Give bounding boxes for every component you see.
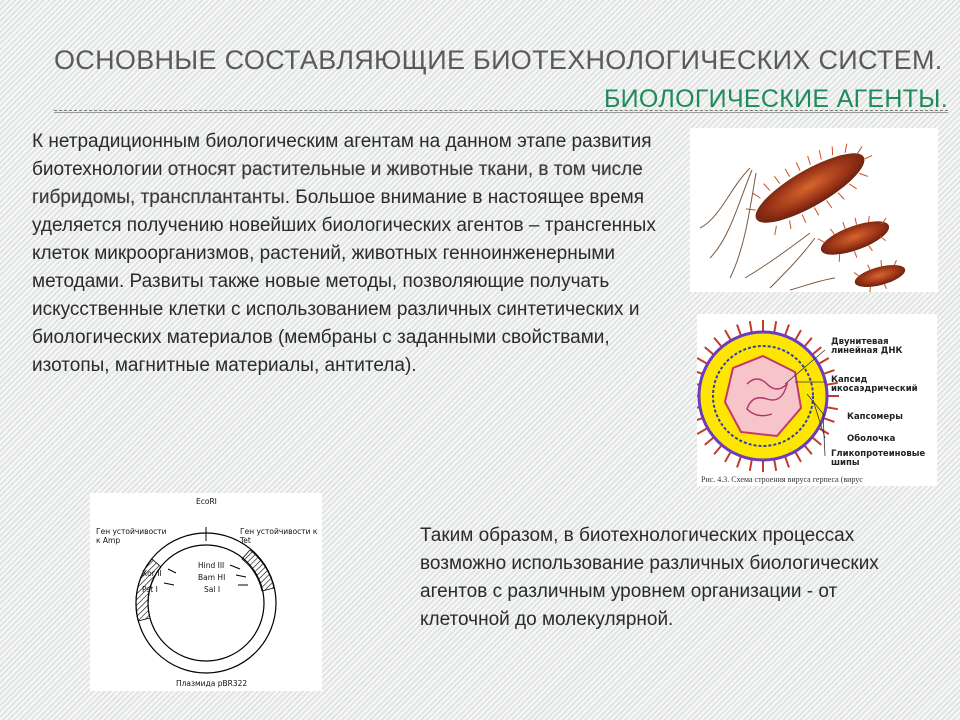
bacteria-image xyxy=(690,128,938,292)
paragraph-text-2: . Большое внимание в настоящее время уделяется получению новейших биологических агентов – трансгенных клеток микроорганизмов, растений, животных генноинженерными методами. Развиты также новые методы, позволяющие получать искусственные клетки с использованием различных синтетических и биологических материалов (мембраны с заданными свойствами, изотопы, магнитные материалы, антитела). xyxy=(32,187,656,376)
virus-label-spikes: Гликопротеиновые шипы xyxy=(831,449,926,468)
plasmid-label-hind: Hind III xyxy=(198,561,225,570)
plasmid-label-pst: Pst I xyxy=(142,585,158,594)
plasmid-label-bam: Bam HI xyxy=(198,573,226,582)
plasmid-label-amp: Ген устойчивости к Amp xyxy=(96,527,167,545)
paragraph-text-1: К нетрадиционным биологическим агентам на данном этапе развития биотехнологии xyxy=(32,131,652,180)
virus-label-capsid: Капсид икосаэдрический xyxy=(831,375,918,394)
bacteria-illustration xyxy=(690,128,938,292)
plasmid-diagram xyxy=(90,493,322,691)
plasmid-label-tet: Ген устойчивости к Tet xyxy=(240,527,318,545)
virus-label-capsomers: Капсомеры xyxy=(847,412,903,422)
virus-label-dna: Двунитевая линейная ДНК xyxy=(831,337,903,356)
body-paragraph xyxy=(32,128,677,380)
conclusion-paragraph: Таким образом, в биотехнологических процессах возможно использование различных биологических агентов с различным уровнем организации - от клеточной до молекулярной. xyxy=(420,525,879,630)
title-divider xyxy=(54,110,948,111)
plasmid-label-sal: Sal I xyxy=(204,585,221,594)
virus-caption: Рис. 4.3. Схема строения вируса герпеса (вирус xyxy=(701,475,863,484)
title-divider-2 xyxy=(54,112,948,113)
virus-label-envelope: Оболочка xyxy=(847,434,896,444)
slide-subtitle: БИОЛОГИЧЕСКИЕ АГЕНТЫ. xyxy=(603,85,948,113)
virus-diagram xyxy=(697,314,937,486)
plasmid-caption: Плазмида pBR322 xyxy=(176,679,248,688)
plasmid-label-ecori: EcoRI xyxy=(196,497,217,506)
plasmid-label-xor: Xor II xyxy=(142,569,162,578)
paragraph-highlight: относят растительные и животные ткани, в том числе гибридомы, трансплантанты xyxy=(32,159,643,208)
slide-title: ОСНОВНЫЕ СОСТАВЛЯЮЩИЕ БИОТЕХНОЛОГИЧЕСКИХ СИСТЕМ. xyxy=(54,45,943,75)
